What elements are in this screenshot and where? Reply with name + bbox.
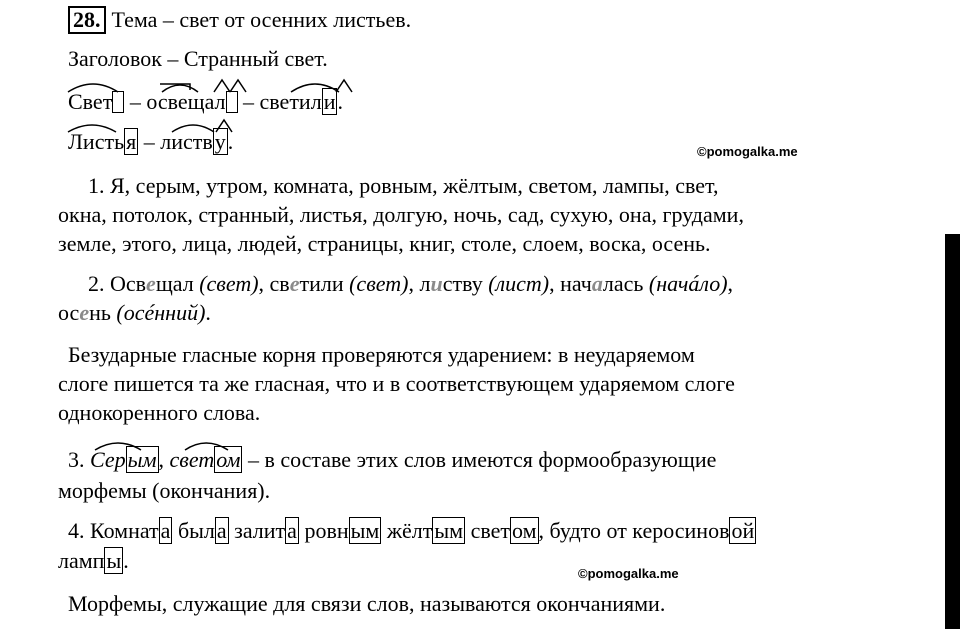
word-svetili: светил xyxy=(259,89,322,114)
watermark: ©pomogalka.me xyxy=(578,566,679,581)
text: свет xyxy=(465,518,510,543)
p3-line1: Безударные гласные корня проверяются ударением: в неударяемом xyxy=(68,342,695,367)
suffix-mark xyxy=(214,80,230,92)
root-arc-svet xyxy=(68,84,118,92)
p4-line2: морфемы (окончания). xyxy=(58,478,271,503)
ending-box: и xyxy=(323,89,336,114)
ending-box: ой xyxy=(731,518,755,543)
text: , xyxy=(727,271,734,296)
text: был xyxy=(172,518,215,543)
dash: – xyxy=(124,89,147,114)
text: ровн xyxy=(298,518,349,543)
check-word: (лист) xyxy=(488,271,550,296)
p1-line3: земле, этого, лица, людей, страницы, книг, столе, слоем, воска, осень. xyxy=(58,231,711,256)
text: ламп xyxy=(58,548,105,573)
check-word: (свет) xyxy=(349,271,409,296)
text: 3. xyxy=(68,447,90,472)
root-arc-svetom xyxy=(185,443,228,450)
text: – в составе этих слов имеются формообразующие xyxy=(242,447,717,472)
vowel: и xyxy=(430,271,443,296)
ending-box: а xyxy=(287,518,297,543)
text: , св xyxy=(258,271,290,296)
vowel: а xyxy=(591,271,603,296)
ending-box: у xyxy=(214,129,226,154)
dash: – xyxy=(138,129,161,154)
suffix-mark xyxy=(230,80,246,92)
final-line: Морфемы, служащие для связи слов, называются окончаниями. xyxy=(68,591,666,616)
root-arc-osveshal xyxy=(162,85,198,92)
ending-box: я xyxy=(126,129,137,154)
vowel: е xyxy=(289,271,300,296)
word-listvu: листв xyxy=(160,129,213,154)
p3-line3: однокоренного слова. xyxy=(58,400,261,425)
ending-box: ы xyxy=(106,548,122,573)
vowel: е xyxy=(146,271,156,296)
text: , будто от керосинов xyxy=(538,518,730,543)
suffix-mark xyxy=(216,120,232,132)
ending-box: ым xyxy=(350,518,380,543)
vowel: е xyxy=(79,300,90,325)
ending-box: а xyxy=(160,518,171,543)
text: тили xyxy=(299,271,350,296)
text: , л xyxy=(408,271,431,296)
p3-line2: слоге пишется та же гласная, что и в соответствующем ударяемом слоге xyxy=(58,371,735,396)
watermark: ©pomogalka.me xyxy=(697,144,798,159)
ending-box: а xyxy=(216,518,227,543)
word-osveshal: освещал xyxy=(146,89,226,114)
period: . xyxy=(337,89,343,114)
p1-line1: 1. Я, серым, утром, комната, ровным, жёлтым, светом, лампы, свет, xyxy=(88,173,719,198)
word-svet: Свет xyxy=(68,89,113,114)
p1-line2: окна, потолок, странный, листья, долгую, ночь, сад, сухую, она, грудами, xyxy=(58,202,744,227)
ending-box: ом xyxy=(511,518,537,543)
text: 4. Комнат xyxy=(68,518,159,543)
word-listya: Листь xyxy=(68,129,125,154)
root-arc-listvu xyxy=(172,125,214,132)
ending-box: ым xyxy=(127,447,157,472)
text: ос xyxy=(58,300,80,325)
task-number: 28. xyxy=(68,6,106,34)
text: нь xyxy=(89,300,117,325)
ending-box: ым xyxy=(434,518,464,543)
text: . xyxy=(123,548,129,573)
suffix-mark xyxy=(336,80,352,92)
period: . xyxy=(227,129,234,154)
title-line: Заголовок – Странный свет. xyxy=(68,46,328,71)
text: жёлт xyxy=(381,518,433,543)
root-arc-listya xyxy=(68,125,116,132)
check-word: (осéнний) xyxy=(116,300,206,325)
word-svetom: свет xyxy=(169,447,215,472)
text: щал xyxy=(155,271,200,296)
text: , нач xyxy=(549,271,592,296)
text: лась xyxy=(602,271,649,296)
text: ству xyxy=(442,271,489,296)
root-arc-serym xyxy=(95,443,141,450)
text: . xyxy=(205,300,211,325)
word-serym: Сер xyxy=(90,447,126,472)
text: , xyxy=(158,447,170,472)
check-word: (начáло) xyxy=(648,271,728,296)
theme-line: Тема – свет от осенних листьев. xyxy=(111,7,412,32)
text: 2. Осв xyxy=(88,271,147,296)
check-word: (свет) xyxy=(199,271,259,296)
dash: – xyxy=(237,89,260,114)
text: залит xyxy=(228,518,286,543)
root-arc-svetili xyxy=(291,84,339,92)
ending-box: ом xyxy=(216,447,241,472)
